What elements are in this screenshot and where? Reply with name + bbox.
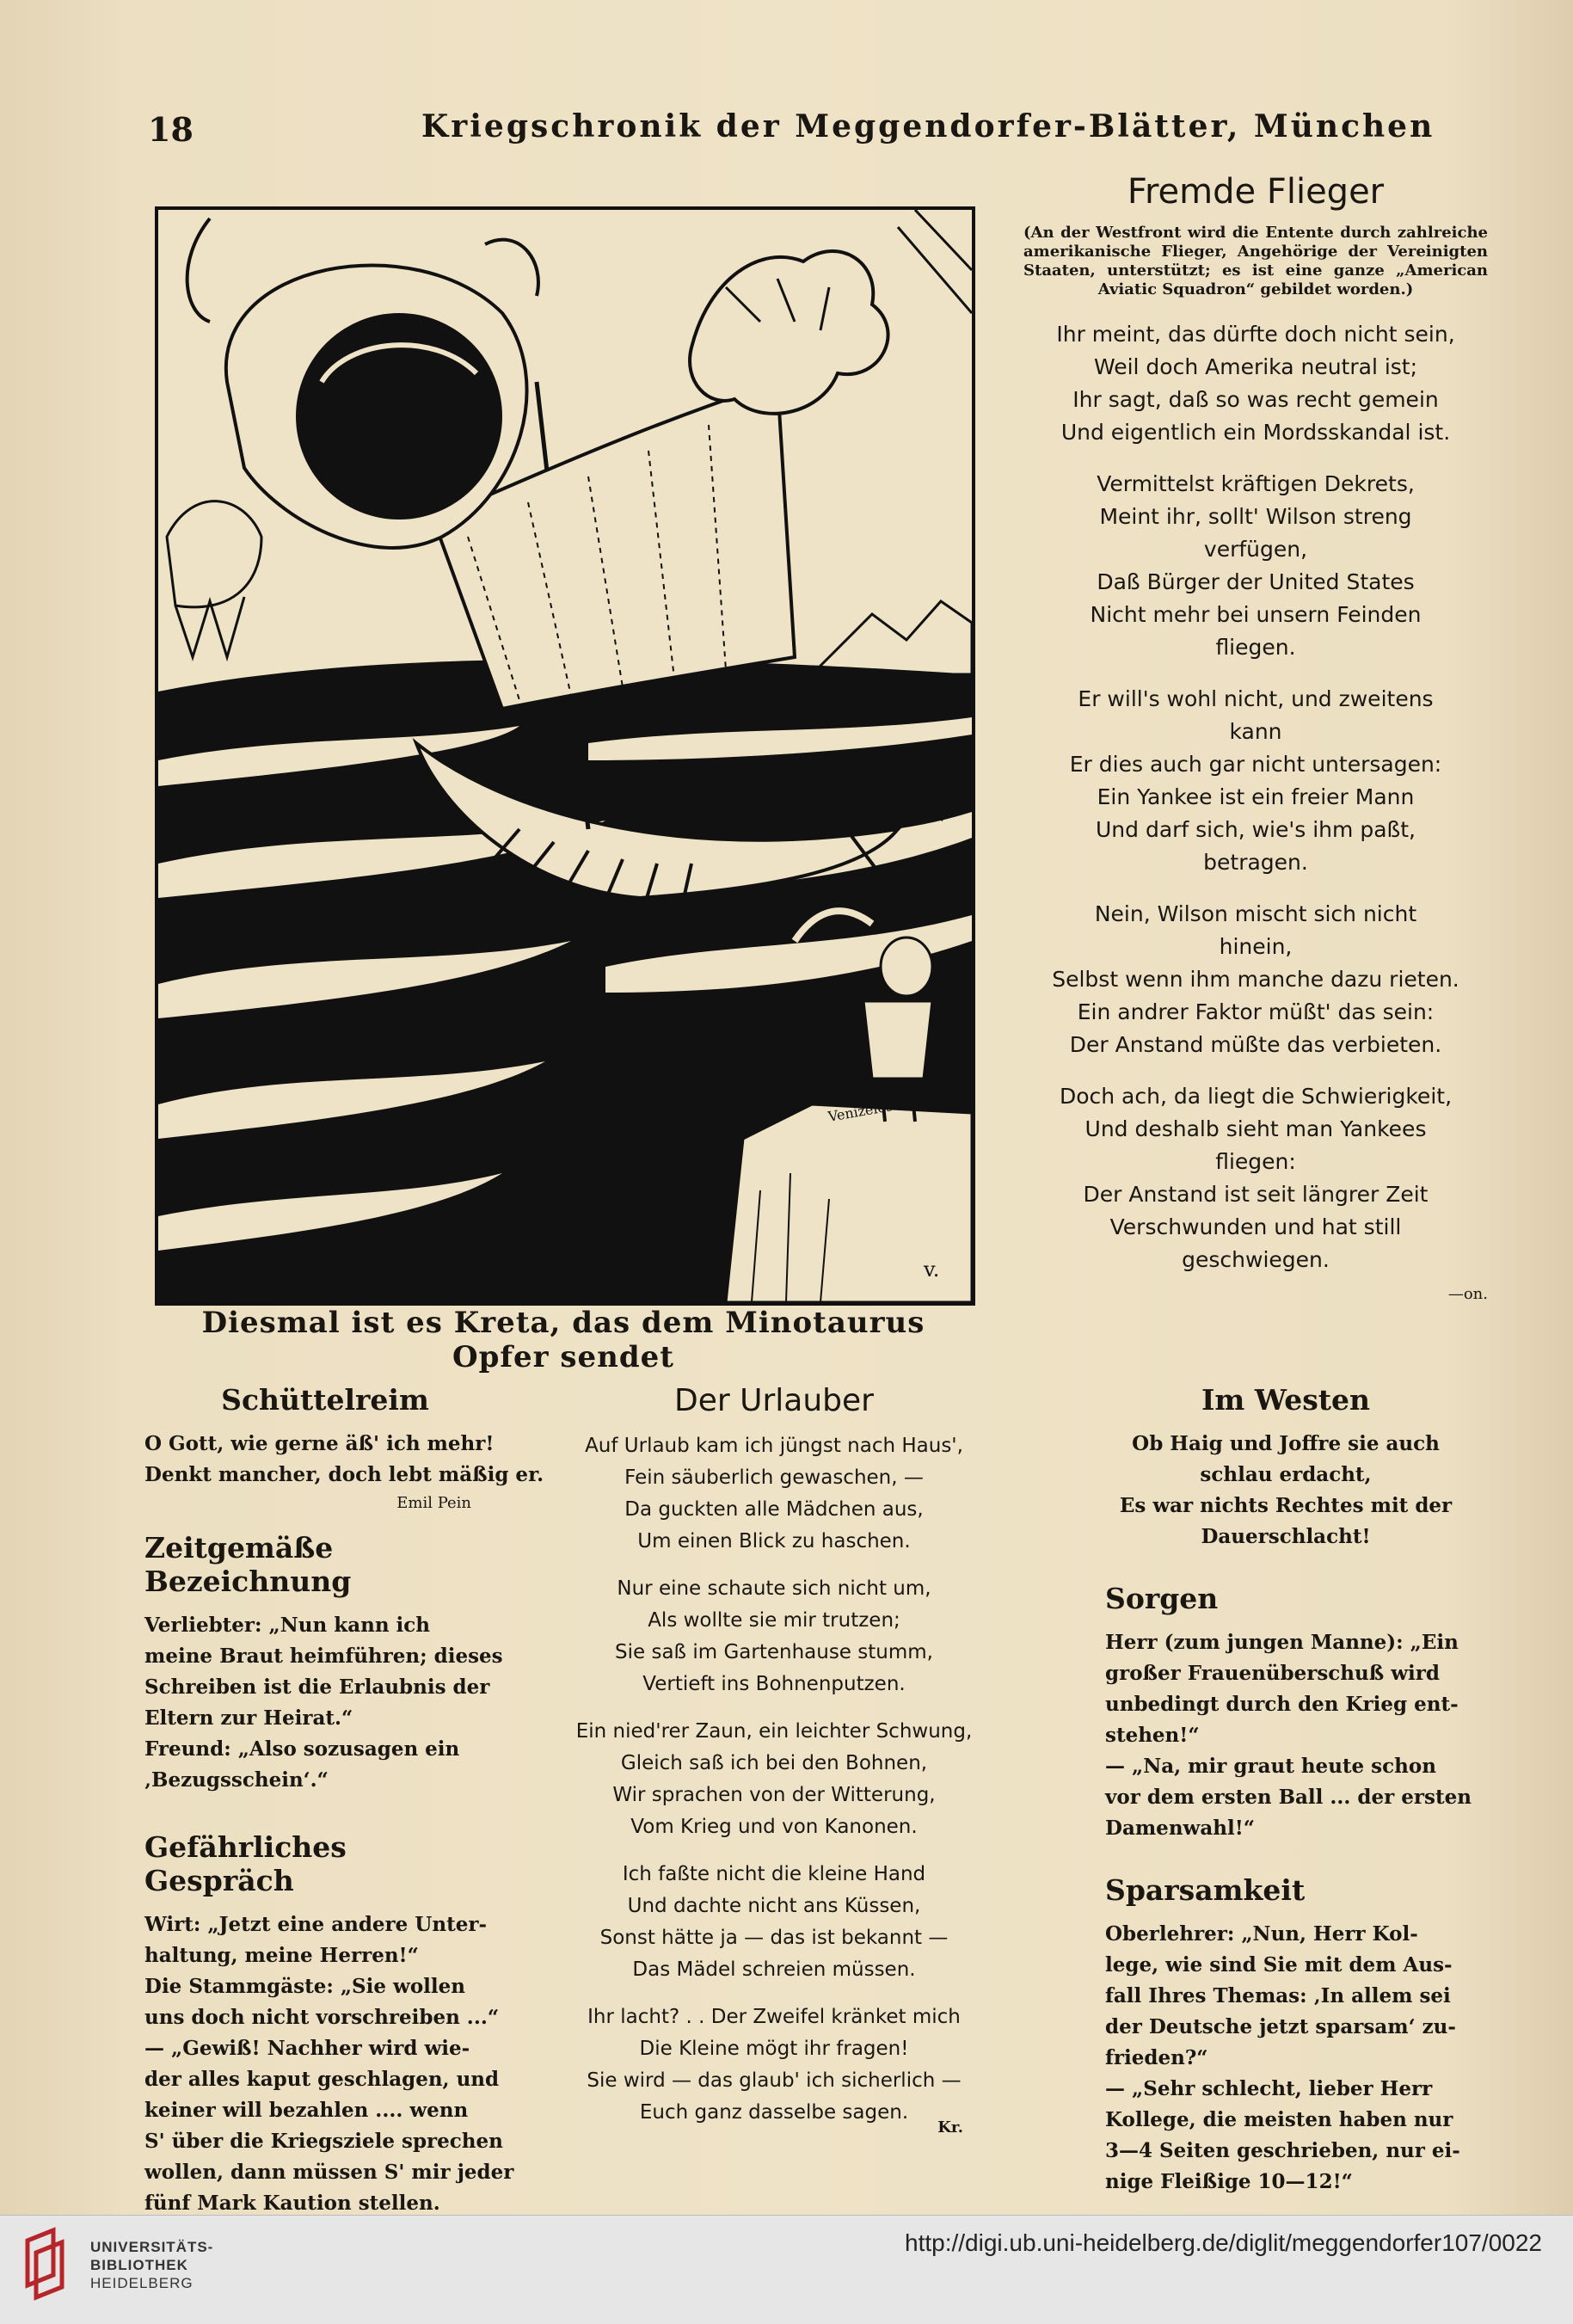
section-author: Emil Pein: [396, 1494, 471, 1512]
verse-line: Verschwunden und hat still: [1109, 1214, 1402, 1239]
section-title: Zeitgemäße Bezeichnung: [144, 1531, 352, 1598]
section-body: [1105, 1429, 1466, 1552]
poem-stanza: [550, 1859, 998, 1986]
poem-der-urlauber: [550, 1383, 998, 2136]
verse-line: Vom Krieg und von Kanonen.: [630, 1816, 918, 1838]
text-line: haltung, meine Herren!“: [144, 1944, 419, 1967]
verse-line: Und darf sich, wie's ihm paßt,: [1095, 817, 1416, 842]
text-line: Freund: „Also sozusagen ein: [144, 1737, 460, 1761]
column-left: [144, 1383, 544, 2219]
text-line: — „Gewiß! Nachher wird wie-: [144, 2037, 470, 2060]
verse-line: Nur eine schaute sich nicht um,: [617, 1577, 931, 1600]
verse-line: Ein andrer Faktor müßt' das sein:: [1077, 999, 1435, 1024]
running-title: Kriegschronik der Meggendorfer-Blätter, München: [421, 108, 1435, 144]
text-line: Die Stammgäste: „Sie wollen: [144, 1975, 466, 1998]
verse-line: hinein,: [1219, 934, 1293, 959]
verse-line: fliegen.: [1215, 635, 1296, 660]
text-line: fünf Mark Kaution stellen.: [144, 2192, 440, 2215]
poem-fremde-flieger: [1023, 172, 1488, 1303]
text-line: Kollege, die meisten haben nur: [1105, 2108, 1453, 2131]
text-line: schlau erdacht,: [1200, 1463, 1372, 1486]
text-line: Herr (zum jungen Manne): „Ein: [1105, 1631, 1459, 1654]
verse-line: Ihr meint, das dürfte doch nicht sein,: [1056, 322, 1455, 347]
section-body: [1105, 1919, 1466, 2198]
text-line: Es war nichts Rechtes mit der: [1119, 1494, 1453, 1517]
text-line: frieden?“: [1105, 2046, 1208, 2069]
verse-line: Der Anstand müßte das verbieten.: [1069, 1032, 1442, 1057]
library-name-line: HEIDELBERG: [90, 2275, 194, 2291]
text-line: stehen!“: [1105, 1724, 1200, 1747]
poem-stanza: [550, 1430, 998, 1558]
verse-line: Vertieft ins Bohnenputzen.: [642, 1673, 906, 1695]
verse-line: Um einen Blick zu haschen.: [637, 1530, 911, 1552]
poem-author: —on.: [1447, 1285, 1488, 1303]
illustration-caption: Diesmal ist es Kreta, das dem Minotaurus Opfer sendet: [201, 1306, 925, 1374]
verse-line: Euch ganz dasselbe sagen.: [639, 2101, 909, 2124]
verse-line: Doch ach, da liegt die Schwierigkeit,: [1059, 1084, 1453, 1109]
verse-line: Weil doch Amerika neutral ist;: [1093, 354, 1418, 379]
verse-line: Ihr sagt, daß so was recht gemein: [1072, 387, 1439, 412]
poem-author: Kr.: [937, 2118, 963, 2136]
verse-line: Nicht mehr bei unsern Feinden: [1090, 602, 1422, 627]
verse-line: Ein nied'rer Zaun, ein leichter Schwung,: [575, 1720, 973, 1743]
text-line: ‚Bezugsschein‘.“: [144, 1768, 329, 1792]
text-line: Dauerschlacht!: [1201, 1525, 1371, 1548]
section-title: Sorgen: [1105, 1582, 1219, 1615]
verse-line: Er will's wohl nicht, und zweitens: [1078, 686, 1434, 711]
text-line: der Deutsche jetzt sparsam‘ zu-: [1105, 2015, 1456, 2038]
section-body: [144, 1909, 514, 2219]
poem-title: Der Urlauber: [674, 1383, 874, 1418]
verse-line: kann: [1229, 719, 1282, 744]
cartoon-drawing: [158, 210, 972, 1302]
verse-line: verfügen,: [1203, 537, 1308, 562]
verse-line: Und dachte nicht ans Küssen,: [627, 1895, 921, 1917]
verse-line: Meint ihr, sollt' Wilson streng: [1099, 504, 1412, 529]
verse-line: Und deshalb sieht man Yankees: [1085, 1116, 1427, 1141]
poem-stanza: [1023, 1080, 1488, 1276]
section-title: Gefährliches Gespräch: [144, 1830, 347, 1897]
permalink-url[interactable]: http://digi.ub.uni-heidelberg.de/diglit/meggendorfer107/0022: [905, 2229, 1542, 2256]
column-right: [1105, 1383, 1472, 2198]
illustration-signature: Venizelos: [826, 1097, 894, 1125]
verse-line: Das Mädel schreien müssen.: [632, 1958, 916, 1981]
text-line: der alles kaput geschlagen, und: [144, 2068, 500, 2091]
cartoon-illustration: [155, 206, 975, 1306]
library-name[interactable]: [90, 2238, 213, 2292]
text-line: lege, wie sind Sie mit dem Aus-: [1105, 1953, 1453, 1977]
text-line: nige Fleißige 10—12!“: [1105, 2170, 1353, 2193]
verse-line: Ihr lacht? . . Der Zweifel kränket mich: [587, 2006, 961, 2028]
text-line: Denkt mancher, doch lebt mäßig er.: [144, 1463, 544, 1486]
poem-stanza: [550, 2001, 998, 2129]
text-line: 3—4 Seiten geschrieben, nur ei-: [1105, 2139, 1460, 2162]
text-line: — „Sehr schlecht, lieber Herr: [1105, 2077, 1433, 2100]
verse-line: geschwiegen.: [1182, 1247, 1330, 1272]
text-line: wollen, dann müssen S' mir jeder: [144, 2161, 514, 2184]
verse-line: Sie wird — das glaub' ich sicherlich —: [587, 2069, 962, 2092]
page-number: 18: [148, 110, 194, 149]
poem-stanza: [1023, 468, 1488, 664]
verse-line: fliegen:: [1215, 1149, 1296, 1174]
illustration-monogram: v.: [924, 1257, 940, 1282]
text-line: — „Na, mir graut heute schon: [1105, 1755, 1436, 1778]
poem-stanza: [550, 1716, 998, 1843]
poem-stanza: [1023, 683, 1488, 879]
verse-line: Auf Urlaub kam ich jüngst nach Haus',: [585, 1435, 963, 1457]
library-logo-icon[interactable]: [19, 2223, 74, 2309]
section-body: [144, 1429, 544, 1491]
section-title: Sparsamkeit: [1105, 1873, 1306, 1907]
section-body: [144, 1610, 506, 1796]
verse-line: Die Kleine mögt ihr fragen!: [639, 2038, 909, 2060]
library-name-line: UNIVERSITÄTS-: [90, 2239, 214, 2255]
text-line: Oberlehrer: „Nun, Herr Kol-: [1105, 1922, 1418, 1946]
section-title: Im Westen: [1201, 1383, 1371, 1417]
verse-line: Und eigentlich ein Mordsskandal ist.: [1060, 420, 1451, 445]
text-line: unbedingt durch den Krieg ent-: [1105, 1693, 1459, 1716]
verse-line: betragen.: [1203, 850, 1308, 875]
poem-note: (An der Westfront wird die Entente durch zahlreiche amerikanische Flieger, Angehörige der Vereinigten Staaten, unterstützt; es ist eine ganze „American Aviatic Squadron“ gebildet worden.): [1023, 224, 1488, 298]
text-line: Eltern zur Heirat.“: [144, 1706, 353, 1730]
verse-line: Wir sprachen von der Witterung,: [612, 1784, 936, 1806]
verse-line: Sonst hätte ja — das ist bekannt —: [599, 1927, 949, 1949]
section-body: [1105, 1627, 1472, 1844]
verse-line: Fein säuberlich gewaschen, —: [624, 1466, 924, 1489]
text-line: fall Ihres Themas: ‚In allem sei: [1105, 1984, 1451, 2007]
poem-stanza: [1023, 318, 1488, 449]
verse-line: Selbst wenn ihm manche dazu rieten.: [1052, 967, 1459, 992]
verse-line: Er dies auch gar nicht untersagen:: [1069, 752, 1442, 777]
verse-line: Der Anstand ist seit längrer Zeit: [1083, 1182, 1429, 1207]
verse-line: Nein, Wilson mischt sich nicht: [1094, 901, 1417, 926]
poem-stanza: [550, 1573, 998, 1700]
verse-line: Als wollte sie mir trutzen;: [648, 1609, 900, 1632]
verse-line: Da guckten alle Mädchen aus,: [624, 1498, 924, 1521]
text-line: Wirt: „Jetzt eine andere Unter-: [144, 1913, 487, 1936]
text-line: uns doch nicht vorschreiben ...“: [144, 2006, 500, 2029]
verse-line: Ein Yankee ist ein freier Mann: [1097, 784, 1415, 809]
text-line: meine Braut heimführen; dieses: [144, 1645, 503, 1668]
text-line: vor dem ersten Ball ... der ersten: [1105, 1786, 1472, 1809]
text-line: O Gott, wie gerne äß' ich mehr!: [144, 1432, 495, 1455]
library-name-line: BIBLIOTHEK: [90, 2257, 188, 2273]
text-line: Schreiben ist die Erlaubnis der: [144, 1675, 490, 1699]
text-line: Verliebter: „Nun kann ich: [144, 1614, 431, 1637]
verse-line: Ich faßte nicht die kleine Hand: [622, 1863, 926, 1885]
poem-stanza: [1023, 898, 1488, 1061]
text-line: großer Frauenüberschuß wird: [1105, 1662, 1440, 1685]
text-line: Damenwahl!“: [1105, 1817, 1256, 1840]
section-title: Schüttelreim: [221, 1383, 429, 1417]
verse-line: Vermittelst kräftigen Dekrets,: [1097, 471, 1415, 496]
text-line: keiner will bezahlen .... wenn: [144, 2099, 469, 2122]
text-line: Ob Haig und Joffre sie auch: [1132, 1432, 1440, 1455]
poem-title: Fremde Flieger: [1127, 172, 1385, 212]
verse-line: Daß Bürger der United States: [1097, 569, 1415, 594]
verse-line: Gleich saß ich bei den Bohnen,: [620, 1752, 928, 1774]
text-line: S' über die Kriegsziele sprechen: [144, 2130, 503, 2153]
verse-line: Sie saß im Gartenhause stumm,: [615, 1641, 933, 1663]
